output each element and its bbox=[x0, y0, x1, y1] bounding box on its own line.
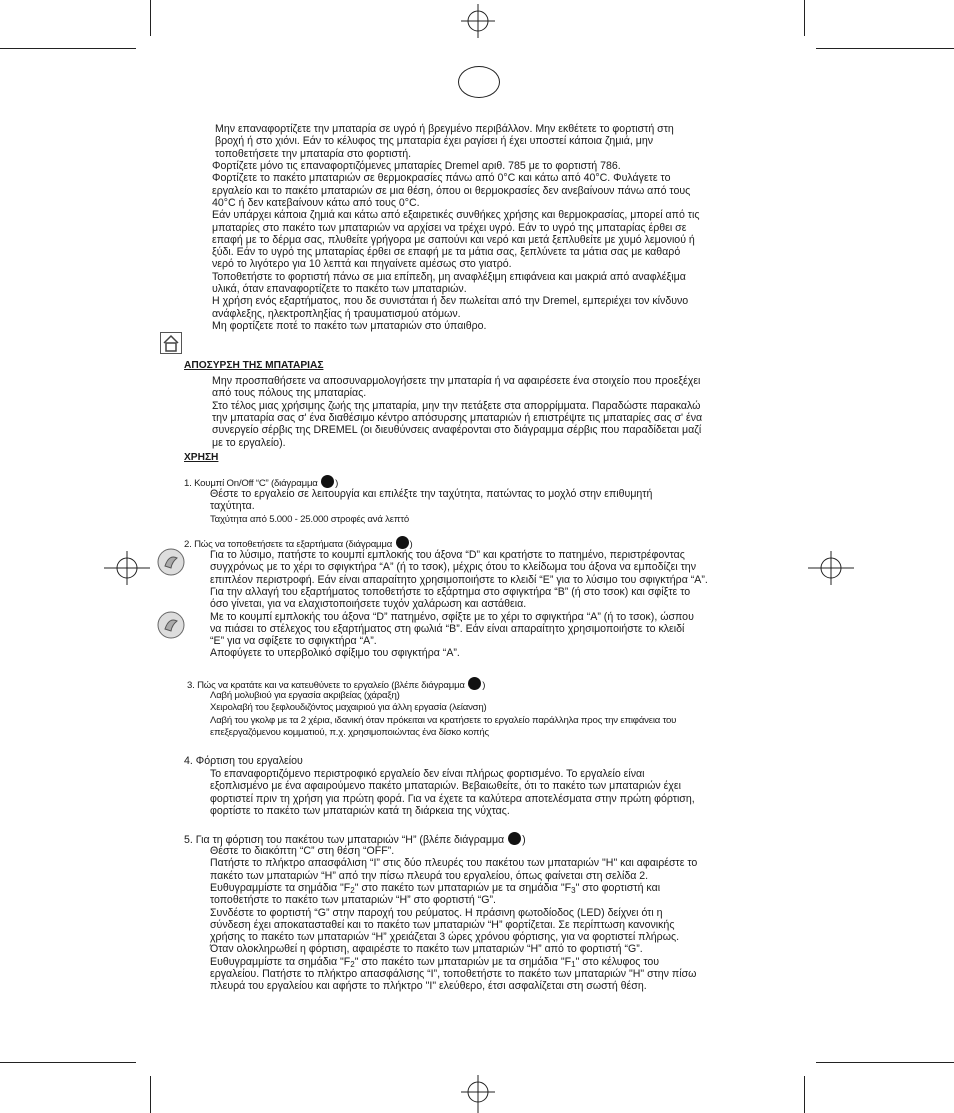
diagram-number-icon bbox=[321, 475, 334, 488]
crop-mark bbox=[804, 1076, 805, 1113]
diagram-number-icon bbox=[396, 536, 409, 549]
text-line: 3. Πώς να κρατάτε και να κατευθύνετε το εργαλείο (βλέπε διάγραμμα ) bbox=[187, 677, 485, 692]
text-line: 5. Για τη φόρτιση του πακέτου των μπαταριών “H” (βλέπε διάγραμμα ) bbox=[184, 834, 526, 846]
text-line: ξύδι. Εάν το υγρό της μπαταρίας έρθει σε επαφή με τα μάτια σας, ξεπλύνετε τα μάτια σας με καθαρό bbox=[212, 246, 681, 259]
text-line: Χειρολαβή του ξεφλουδιζόντος μαχαιριού για άλλη εργασία (λείανση) bbox=[210, 702, 487, 714]
text-line: Μη φορτίζετε ποτέ το πακέτο των μπαταριών στο ύπαιθρο. bbox=[212, 319, 487, 332]
crop-mark bbox=[804, 0, 805, 36]
crop-mark bbox=[0, 1062, 136, 1063]
text-line: εξοπλισμένο με ένα αφαιρούμενο πακέτο μπαταριών. Βεβαιωθείτε, ότι το πακέτο των μπαταριών έχει bbox=[210, 780, 681, 793]
crop-mark bbox=[150, 0, 151, 36]
text-line: φορτίστε το πακέτο των μπαταριών κατά τη διάρκεια της νύχτας. bbox=[210, 804, 510, 817]
text-line: Συνδέστε το φορτιστή “G” στην παροχή του ρεύματος. Η πράσινη φωτοδίοδος (LED) δείχνει ότι η bbox=[210, 906, 663, 919]
diagram-number-icon bbox=[468, 677, 481, 690]
registration-mark-top bbox=[455, 4, 501, 38]
text-line: Για το λύσιμο, πατήστε το κουμπί εμπλοκής του άξονα “D” και κρατήστε το πατημένο, περιστρέφοντας bbox=[210, 549, 685, 561]
text-line: εργαλείου. Πατήστε το πλήκτρο απασφάλισης “I”, τοποθετήστε το πακέτο των μπαταριών "H" στην πίσω bbox=[210, 968, 697, 980]
text-line: Μην προσπαθήσετε να αποσυναρμολογήσετε την μπαταρία ή να αφαιρέσετε ένα στοιχείο που προεξέχει bbox=[212, 375, 701, 387]
text-line: όσο γίνεται, για να ελαχιστοποιήσετε τυχόν χαλάρωση και αστάθεια. bbox=[210, 598, 527, 611]
text-line: Στο τέλος μιας χρήσιμης ζωής της μπαταρία, μην την πετάξετε στα απορρίμματα. Παραδώστε παρακαλώ bbox=[212, 399, 701, 412]
text-line: επαφή με το δέρμα σας, πλυθείτε γρήγορα με σαπούνι και νερό και μετά ξεπλυθείτε με χυμό λεμονιού ή bbox=[212, 233, 695, 246]
text-line: πλευρά του εργαλείου και αφήστε το πλήκτρο "I" ελεύθερο, έτσι ασφαλίζεται στη σωστή θέση. bbox=[210, 980, 647, 993]
text-line: Θέστε το διακόπτη “C” στη θέση “OFF”. bbox=[210, 845, 395, 857]
text-line: Αποφύγετε το υπερβολικό σφίξιμο του σφιγκτήρα “A”. bbox=[210, 647, 460, 660]
text-line: επεξεργαζόμενου κομματιού, π.χ. χρησιμοποιώντας ένα δίσκο κοπής bbox=[210, 726, 489, 738]
text-line: Για την αλλαγή του εξαρτήματος τοποθετήστε το εξάρτημα στο σφιγκτήρα “B” (ή στο τσοκ) και σφίξτε το bbox=[210, 585, 691, 598]
crop-mark bbox=[816, 1062, 954, 1063]
text-line: βροχή ή στο χιόνι. Εάν το κέλυφος της μπαταρία έχει ραγίσει ή έχει υποστεί κάποια ζημιά, μην bbox=[215, 135, 654, 148]
text-line: Λαβή μολυβιού για εργασία ακριβείας (χάραξη) bbox=[210, 690, 400, 701]
text-line: Το επαναφορτιζόμενο περιστροφικό εργαλείο δεν είναι πλήρως φορτισμένο. Το εργαλείο είναι bbox=[210, 768, 645, 780]
text-line: χρήσης το πακέτο των μπαταριών “H” χρειάζεται 3 ώρες χρόνου φόρτισης, για να φορτιστεί πλήρως. bbox=[210, 931, 680, 944]
text-line: Φορτίζετε μόνο τις επαναφορτιζόμενες μπαταρίες Dremel αριθ. 785 με το φορτιστή 786. bbox=[212, 160, 621, 172]
text-line: πακέτο των μπαταριών “H” από την πίσω πλευρά του εργαλείου, όπως φαίνεται στη σελίδα 2. bbox=[210, 869, 649, 882]
text-line: Πατήστε το πλήκτρο απασφάλιση “I” στις δύο πλευρές του πακέτου των μπαταριών "H" και αφαιρέστε το bbox=[210, 857, 698, 870]
text-line: τοποθετήστε το πακέτο των μπαταριών “H” στο φορτιστή “G”. bbox=[210, 894, 496, 907]
text-line: την μπαταρία σας σ' ένα διαθέσιμο κέντρο απόσυρσης μπαταριών ή επιστρέψτε τις μπαταρίες σας σ' ένα bbox=[212, 411, 703, 424]
text-line: νερό το λιγότερο για 10 λεπτά και πηγαίνετε αμέσως στο γιατρό. bbox=[212, 258, 512, 271]
text-line: Με το κουμπί εμπλοκής του άξονα “D” πατημένο, σφίξτε με το χέρι το σφιγκτήρα “A” (ή το τσοκ), ώσπου bbox=[210, 610, 694, 623]
text-line: σύνδεση έχει αποκατασταθεί και το πακέτο των μπαταριών “H” φορτίζεται. Σε περίπτωση κανονικής bbox=[210, 918, 675, 931]
text-line: Εάν υπάρχει κάποια ζημιά και κάτω από εξαιρετικές συνθήκες χρήσης και θερμοκρασίας, μπορεί από τις bbox=[212, 209, 700, 222]
text-line: 1. Κουμπί On/Off “C” (διάγραμμα ) bbox=[184, 475, 338, 490]
text-line: Όταν ολοκληρωθεί η φόρτιση, αφαιρέστε το πακέτο των μπαταριών “H” από το φορτιστή “G”. bbox=[210, 943, 643, 956]
text-line: 40°C ή δεν κατεβαίνουν κάτω από τους 0°C. bbox=[212, 196, 420, 209]
text-line: εργαλείο και το πακέτο μπαταριών σε μια θέση, όπου οι θερμοκρασίες δεν ανεβαίνουν πάνω από τους bbox=[212, 184, 691, 197]
text-line: ταχύτητα. bbox=[210, 500, 255, 513]
text-line: από τους πόλους της μπαταρίας. bbox=[212, 387, 367, 400]
text-line: τοποθετήσετε την μπαταρία στο φορτιστή. bbox=[215, 147, 412, 160]
crop-mark bbox=[0, 48, 136, 49]
text-line: φορτιστεί πριν τη χρήση για πρώτη φορά. Για να έχετε τα καλύτερα αποτελέσματα στην πρώτη φόρτιση, bbox=[210, 792, 695, 805]
text-line: μπαταρίες στο πακέτο των μπαταριών να αρχίσει να τρέχει υγρό. Εάν το υγρό της μπαταρίας έρθει σε bbox=[212, 221, 687, 234]
text-line: επιπλέον περιστροφή. Εάν είναι απαραίτητο χρησιμοποιήστε το κλειδί “E” για το λύσιμο του σφιγκτήρα “A”. bbox=[210, 573, 708, 586]
text-line: υλικά, όταν επαναφορτίζετε το πακέτο των μπαταριών. bbox=[212, 283, 467, 295]
text-line: 4. Φόρτιση του εργαλείου bbox=[184, 755, 303, 767]
text-line: συνεργείο σέρβις της DREMEL (οι διευθύνσεις αναφέρονται στο διάγραμμα σέρβις που παραδίδεται μαζί bbox=[212, 424, 702, 437]
text-line: Η χρήση ενός εξαρτήματος, που δε συνιστάται ή δεν πωλείται από την Dremel, εμπεριέχει τον κίνδυνο bbox=[212, 295, 689, 308]
section-heading: ΑΠΟΣΥΡΣΗ ΤΗΣ ΜΠΑΤΑΡΙΑΣ bbox=[184, 360, 324, 371]
section-heading: ΧΡΗΣΗ bbox=[184, 452, 219, 463]
text-line: να πιάσει το στέλεχος του εξαρτήματος στη φωλιά “B”. Εάν είναι απαραίτητο χρησιμοποιήστε το κλειδί bbox=[210, 622, 685, 635]
house-icon bbox=[160, 332, 182, 354]
text-line: Ταχύτητα από 5.000 - 25.000 στροφές ανά λεπτό bbox=[210, 514, 409, 525]
text-line: ανάφλεξης, ηλεκτροπληξίας ή τραυματισμού ατόμων. bbox=[212, 307, 461, 320]
read-manual-icon bbox=[157, 548, 185, 576]
text-line: Μην επαναφορτίζετε την μπαταρία σε υγρό ή βρεγμένο περιβάλλον. Μην εκθέτετε το φορτιστή στη bbox=[215, 123, 674, 135]
registration-mark-right bbox=[808, 545, 854, 591]
crop-mark bbox=[150, 1076, 151, 1113]
crop-mark bbox=[816, 48, 954, 49]
text-line: 2. Πώς να τοποθετήσετε τα εξαρτήματα (διάγραμμα ) bbox=[184, 536, 413, 551]
registration-mark-left bbox=[104, 545, 150, 591]
diagram-number-icon bbox=[508, 832, 521, 845]
read-manual-icon bbox=[157, 611, 185, 639]
text-line: συγχρόνως με το χέρι το σφιγκτήρα “A” (ή το τσοκ), μέχρις ότου το κλείδωμα του άξονα να εμποδίζει την bbox=[210, 561, 696, 574]
text-line: Λαβή του γκολφ με τα 2 χέρια, ιδανική όταν πρόκειται να κρατήσετε το εργαλείο παράλληλα προς την επιφάνεια του bbox=[210, 714, 677, 726]
text-line: “E” για να σφίξετε το σφιγκτήρα “A”. bbox=[210, 635, 377, 648]
text-line: Φορτίζετε το πακέτο μπαταριών σε θερμοκρασίες πάνω από 0°C και κάτω από 40°C. Φυλάγετε το bbox=[212, 172, 671, 185]
registration-mark-bottom bbox=[455, 1075, 501, 1113]
text-line: Θέστε το εργαλείο σε λειτουργία και επιλέξτε την ταχύτητα, πατώντας το μοχλό στην επιθυμητή bbox=[210, 488, 653, 500]
text-line: Ευθυγραμμίστε τα σημάδια "$F_2$" στο πακέτο των μπαταριών με τα σημάδια "$F_1$" στο κέλυφος του bbox=[210, 955, 660, 969]
language-badge-oval bbox=[458, 66, 500, 98]
text-line: με το εργαλείο). bbox=[212, 436, 286, 449]
text-line: Τοποθετήστε το φορτιστή πάνω σε μια επίπεδη, μη αναφλέξιμη επιφάνεια και μακριά από αναφλέξιμα bbox=[212, 270, 686, 283]
text-line: Ευθυγραμμίστε τα σημάδια "$F_2$" στο πακέτο των μπαταριών με τα σημάδια "$F_3$" στο φορτιστή και bbox=[210, 881, 661, 895]
